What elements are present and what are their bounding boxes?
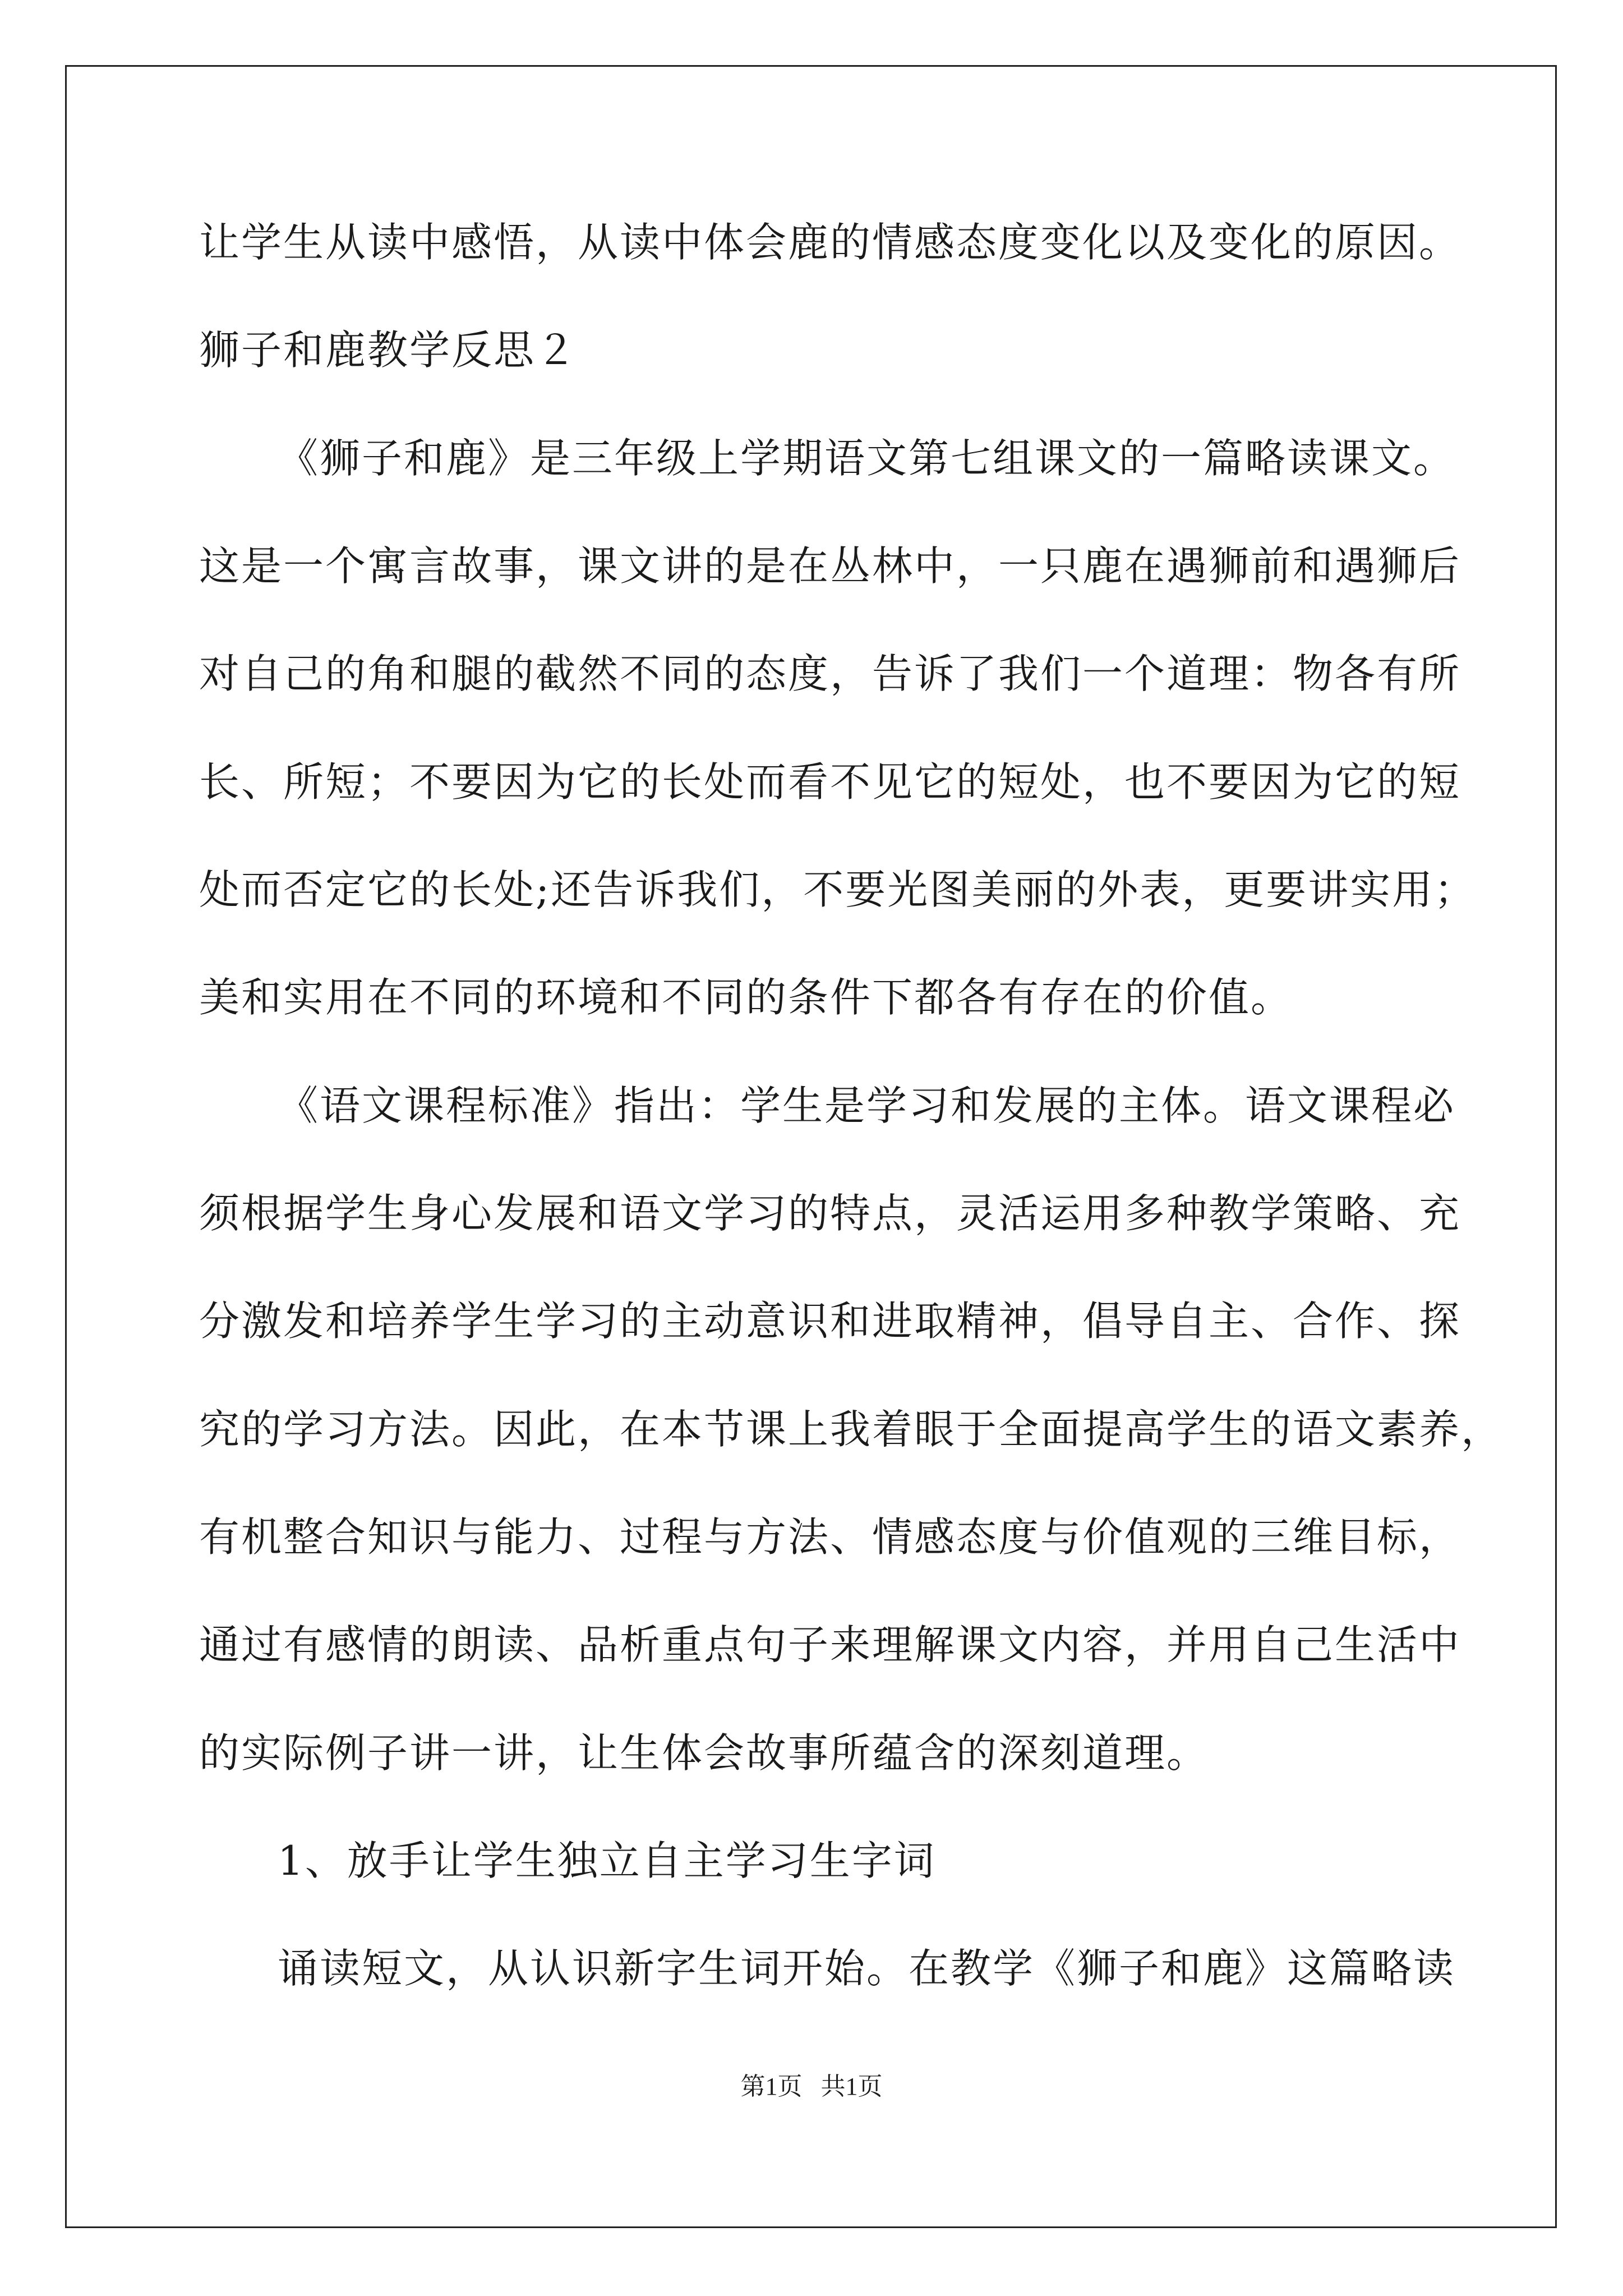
paragraph-2-line-1: 《语文课程标准》指出：学生是学习和发展的主体。语文课程必 xyxy=(278,1082,1456,1129)
paragraph-3-line-1: 诵读短文，从认识新字生词开始。在教学《狮子和鹿》这篇略读 xyxy=(278,1945,1456,1992)
page-footer: 第1页 共1页 xyxy=(740,2073,883,2100)
paragraph-1-line-4: 长、所短；不要因为它的长处而看不见它的短处，也不要因为它的短 xyxy=(199,758,1461,806)
subheading-1: 1、放手让学生独立自主学习生字词 xyxy=(278,1837,936,1884)
paragraph-2-line-6: 通过有感情的朗读、品析重点句子来理解课文内容，并用自己生活中 xyxy=(199,1621,1461,1668)
paragraph-2-line-5: 有机整合知识与能力、过程与方法、情感态度与价值观的三维目标， xyxy=(199,1513,1461,1561)
body-line-1: 让学生从读中感悟，从读中体会鹿的情感态度变化以及变化的原因。 xyxy=(199,219,1461,266)
paragraph-1-line-1: 《狮子和鹿》是三年级上学期语文第七组课文的一篇略读课文。 xyxy=(278,435,1456,482)
paragraph-2-line-2: 须根据学生身心发展和语文学习的特点，灵活运用多种教学策略、充 xyxy=(199,1190,1461,1237)
page-border xyxy=(65,65,1557,2228)
paragraph-1-line-5: 处而否定它的长处;还告诉我们，不要光图美丽的外表，更要讲实用； xyxy=(199,866,1477,913)
paragraph-2-line-4: 究的学习方法。因此，在本节课上我着眼于全面提高学生的语文素养， xyxy=(199,1406,1504,1453)
paragraph-2-line-7: 的实际例子讲一讲，让生体会故事所蕴含的深刻道理。 xyxy=(199,1729,1209,1777)
paragraph-1-line-3: 对自己的角和腿的截然不同的态度，告诉了我们一个道理：物各有所 xyxy=(199,650,1461,697)
section-title: 狮子和鹿教学反思２ xyxy=(199,326,578,374)
paragraph-1-line-2: 这是一个寓言故事，课文讲的是在丛林中，一只鹿在遇狮前和遇狮后 xyxy=(199,542,1461,590)
paragraph-2-line-3: 分激发和培养学生学习的主动意识和进取精神，倡导自主、合作、探 xyxy=(199,1297,1461,1345)
paragraph-1-line-6: 美和实用在不同的环境和不同的条件下都各有存在的价值。 xyxy=(199,974,1293,1021)
